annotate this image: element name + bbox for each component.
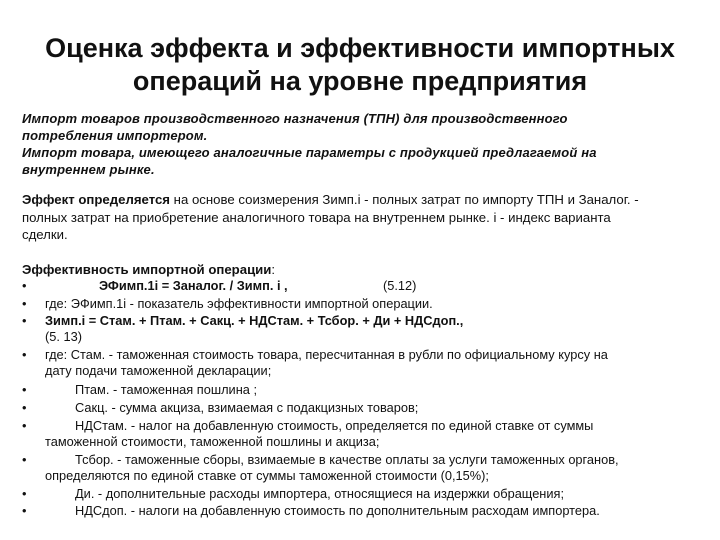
- intro-line: внутреннем рынке.: [22, 162, 155, 177]
- list-item: [22, 278, 712, 296]
- intro-line: Импорт товаров производственного назначения (ТПН) для производственного: [22, 111, 568, 126]
- item-text: Ди. - дополнительные расходы импортера, относящиеся на издержки обращения;: [75, 486, 565, 501]
- bullet-icon: •: [22, 278, 27, 293]
- item-text: НДСдоп. - налоги на добавленную стоимость по дополнительным расходам импортера.: [75, 503, 600, 518]
- item-text: Сакц. - сумма акциза, взимаемая с подакцизных товаров;: [75, 400, 419, 415]
- intro-line: потребления импортером.: [22, 128, 208, 143]
- list-item: [22, 452, 712, 486]
- item-text: НДСтам. - налог на добавленную стоимость, определяется по единой ставке от суммы: [75, 418, 594, 433]
- effect-text: сделки.: [22, 227, 68, 243]
- item-text: таможенной стоимости, таможенной пошлины и акциза;: [45, 434, 380, 449]
- item-text: где: Стам. - таможенная стоимость товара, пересчитанная в рубли по официальному курсу на: [45, 347, 608, 362]
- intro-line: Импорт товара, имеющего аналогичные параметры с продукцией предлагаемой на: [22, 145, 597, 160]
- title-line-1: Оценка эффекта и эффективности импортных: [45, 33, 675, 63]
- item-text: Птам. - таможенная пошлина ;: [75, 382, 257, 397]
- list-item: [22, 382, 712, 400]
- item-text: определяются по единой ставке от суммы таможенной стоимости (0,15%);: [45, 468, 489, 483]
- bullet-icon: •: [22, 382, 27, 397]
- formula-list: [22, 278, 712, 520]
- title-line-2: операций на уровне предприятия: [132, 66, 588, 96]
- item-text: дату подачи таможенной декларации;: [45, 363, 272, 378]
- effect-paragraph: [22, 191, 702, 244]
- list-item: [22, 400, 712, 418]
- intro-paragraph: [22, 110, 712, 178]
- item-text: где: ЭФимп.1i - показатель эффективности импортной операции.: [45, 296, 433, 311]
- formula-efficiency: ЭФимп.1i = Заналог. / Зимп. i ,: [99, 278, 288, 293]
- bullet-icon: •: [22, 452, 27, 467]
- bullet-icon: •: [22, 296, 27, 311]
- bullet-icon: •: [22, 418, 27, 433]
- formula-costs: Зимп.i = Стам. + Птам. + Сакц. + НДСтам. + Тсбор. + Ди + НДСдоп.,: [45, 313, 464, 328]
- effect-term: Эффект определяется: [22, 192, 171, 207]
- formula-ref: (5. 13): [45, 329, 82, 344]
- slide-title: [0, 32, 720, 98]
- efficiency-heading: Эффективность импортной операции:: [22, 262, 276, 277]
- list-item: [22, 486, 712, 503]
- bullet-icon: •: [22, 503, 27, 518]
- list-item: [22, 503, 712, 520]
- item-text: Тсбор. - таможенные сборы, взимаемые в качестве оплаты за услуги таможенных органов,: [75, 452, 619, 467]
- list-item: [22, 418, 712, 452]
- bullet-icon: •: [22, 347, 27, 362]
- effect-text: на основе соизмерения Зимп.i - полных затрат по импорту ТПН и Заналог. -: [170, 192, 639, 207]
- bullet-icon: •: [22, 313, 27, 328]
- list-item: [22, 313, 712, 347]
- formula-ref: (5.12): [383, 278, 417, 293]
- effect-text: полных затрат на приобретение аналогичного товара на внутреннем рынке. i - индекс варианта: [22, 209, 611, 225]
- list-item: [22, 296, 712, 313]
- bullet-icon: •: [22, 400, 27, 415]
- list-item: [22, 347, 712, 382]
- bullet-icon: •: [22, 486, 27, 501]
